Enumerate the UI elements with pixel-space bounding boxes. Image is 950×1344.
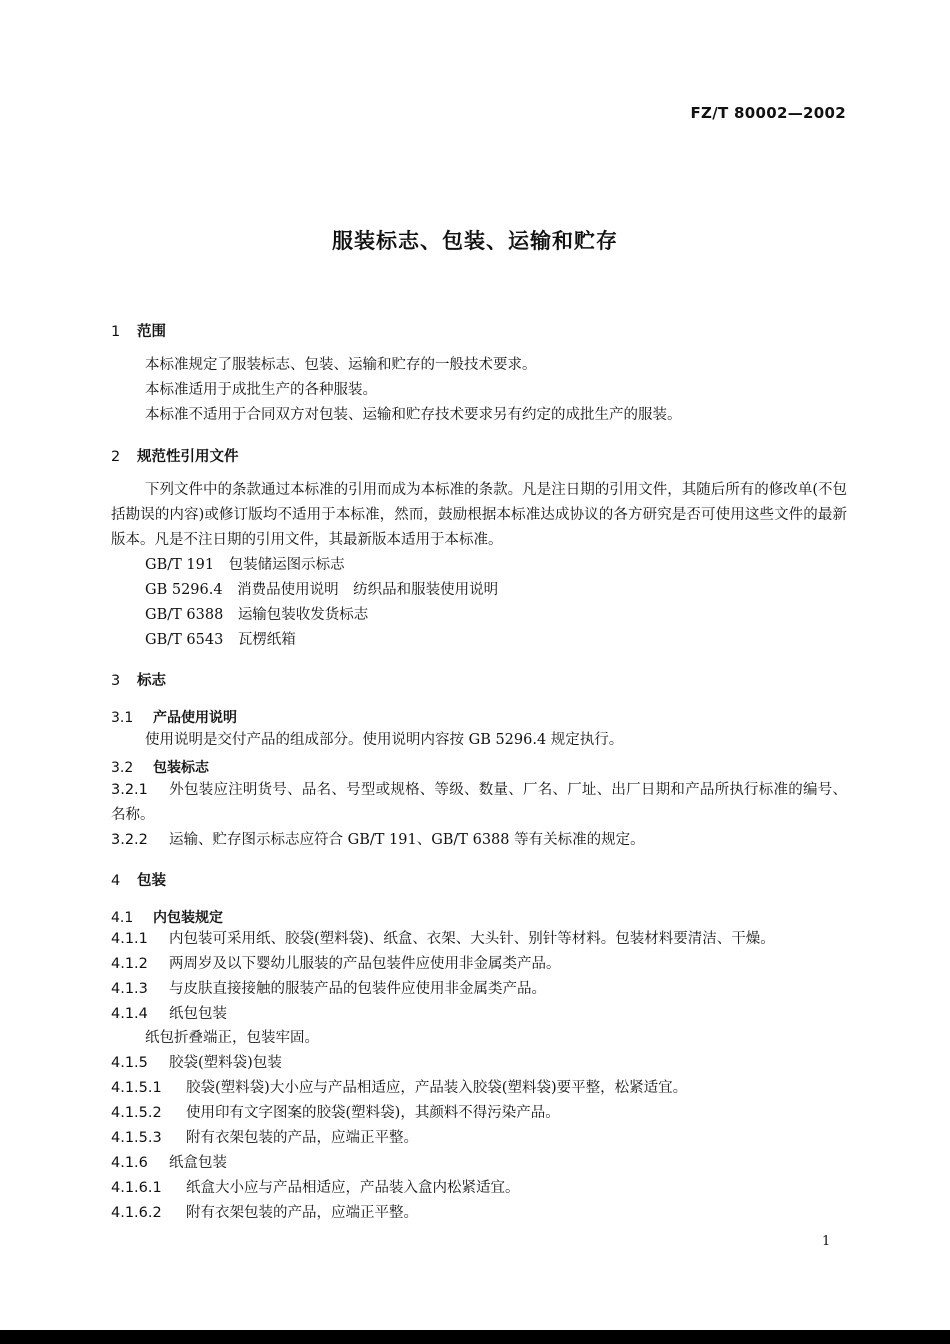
clause (111, 1126, 418, 1151)
clause-number: 4.1.5.1 (111, 1080, 162, 1096)
clause (111, 1101, 560, 1126)
paragraph: 纸包折叠端正，包装牢固。 (145, 1030, 319, 1046)
clause-number: 4.1.6.1 (111, 1180, 162, 1196)
clause-title: 产品使用说明 (153, 710, 237, 726)
clause-text: 使用印有文字图案的胶袋(塑料袋)，其颜料不得污染产品。 (186, 1105, 560, 1121)
section-number: 4 (111, 873, 121, 889)
section-title: 包装 (137, 873, 166, 889)
section-2-heading (111, 445, 239, 466)
clause-number: 3.2.1 (111, 782, 148, 798)
section-3-heading (111, 669, 166, 690)
reference-item (145, 603, 368, 628)
section-1-heading (111, 320, 166, 341)
clause-text: 纸盒大小应与产品相适应，产品装入盒内松紧适宜。 (186, 1180, 520, 1196)
clause-text: 纸包包装 (169, 1006, 227, 1022)
clause-number: 3.1 (111, 710, 134, 726)
reference-name: 运输包装收发货标志 (237, 607, 369, 623)
clause-number: 4.1.3 (111, 981, 148, 997)
clause-number: 4.1.5.2 (111, 1105, 162, 1121)
clause (111, 778, 847, 828)
document-code: FZ/T 80002—2002 (690, 104, 846, 122)
section-title: 范围 (137, 324, 166, 340)
clause (111, 1201, 418, 1226)
subsection-heading (111, 757, 209, 777)
clause-text: 外包装应注明货号、品名、号型或规格、等级、数量、厂名、厂址、出厂日期和产品所执行标准的编号、名称。 (111, 782, 847, 823)
reference-item (145, 553, 345, 578)
clause-text: 与皮肤直接接触的服装产品的包装件应使用非金属类产品。 (169, 981, 546, 997)
clause-title: 包装标志 (153, 760, 209, 776)
clause-number: 3.2 (111, 760, 134, 776)
reference-item (145, 578, 498, 603)
reference-name: 消费品使用说明 纺织品和服装使用说明 (237, 582, 499, 598)
reference-code: GB/T 191 (145, 557, 215, 573)
clause-number: 3.2.2 (111, 832, 148, 848)
reference-item (145, 628, 296, 653)
reference-code: GB/T 6543 (145, 632, 224, 648)
clause-text: 附有衣架包装的产品，应端正平整。 (186, 1130, 418, 1146)
clause-number: 4.1 (111, 910, 134, 926)
clause-text: 胶袋(塑料袋)大小应与产品相适应，产品装入胶袋(塑料袋)要平整，松紧适宜。 (186, 1080, 688, 1096)
clause (111, 828, 645, 853)
section-number: 3 (111, 673, 121, 689)
clause-text: 附有衣架包装的产品，应端正平整。 (186, 1205, 418, 1221)
clause (111, 1051, 282, 1076)
paragraph: 本标准不适用于合同双方对包装、运输和贮存技术要求另有约定的成批生产的服装。 (145, 407, 682, 423)
reference-name: 瓦楞纸箱 (237, 632, 296, 648)
clause (111, 952, 561, 977)
clause-number: 4.1.4 (111, 1006, 148, 1022)
reference-code: GB 5296.4 (145, 582, 223, 598)
reference-name: 包装储运图示标志 (228, 557, 345, 573)
clause-number: 4.1.5.3 (111, 1130, 162, 1146)
section-4-heading (111, 869, 166, 890)
clause (111, 1002, 227, 1027)
clause-number: 4.1.5 (111, 1055, 148, 1071)
page-number: 1 (822, 1234, 831, 1249)
clause-number: 4.1.6 (111, 1155, 148, 1171)
clause (111, 927, 775, 952)
paragraph: 使用说明是交付产品的组成部分。使用说明内容按 GB 5296.4 规定执行。 (145, 732, 624, 748)
clause-number: 4.1.6.2 (111, 1205, 162, 1221)
subsection-heading (111, 707, 237, 727)
clause-title: 内包装规定 (153, 910, 223, 926)
clause (111, 1151, 227, 1176)
clause-number: 4.1.2 (111, 956, 148, 972)
section-title: 标志 (137, 673, 166, 689)
section-number: 2 (111, 449, 121, 465)
clause-text: 胶袋(塑料袋)包装 (169, 1055, 282, 1071)
bottom-border (0, 1330, 950, 1344)
clause-text: 纸盒包装 (169, 1155, 227, 1171)
paragraph: 本标准规定了服装标志、包装、运输和贮存的一般技术要求。 (145, 357, 537, 373)
paragraph: 下列文件中的条款通过本标准的引用而成为本标准的条款。凡是注日期的引用文件，其随后所有的修改单(不包括勘误的内容)或修订版均不适用于本标准，然而，鼓励根据本标准达成协议的各方研究是否可使用这些文件的最新版本。凡是不注日期的引用文件，其最新版本适用于本标准。 (111, 482, 847, 548)
clause (111, 977, 546, 1002)
document-title: 服装标志、包装、运输和贮存 (332, 229, 618, 253)
subsection-heading (111, 907, 223, 927)
clause-text: 内包装可采用纸、胶袋(塑料袋)、纸盒、衣架、大头针、别针等材料。包装材料要清洁、干燥。 (169, 931, 775, 947)
section-number: 1 (111, 324, 121, 340)
section-title: 规范性引用文件 (137, 449, 239, 465)
clause (111, 1076, 687, 1101)
clause (111, 1176, 520, 1201)
reference-code: GB/T 6388 (145, 607, 224, 623)
paragraph: 本标准适用于成批生产的各种服装。 (145, 382, 377, 398)
clause-text: 运输、贮存图示标志应符合 GB/T 191、GB/T 6388 等有关标准的规定。 (169, 832, 645, 848)
clause-number: 4.1.1 (111, 931, 148, 947)
clause-text: 两周岁及以下婴幼儿服装的产品包装件应使用非金属类产品。 (169, 956, 561, 972)
